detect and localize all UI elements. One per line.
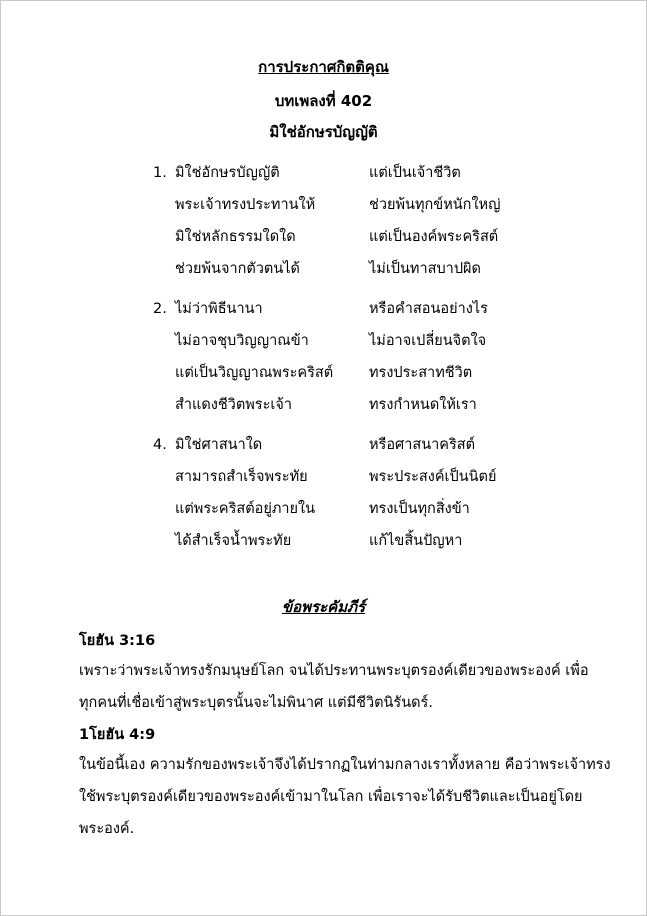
verse-line: เพราะว่าพระเจ้าทรงรักมนุษย์โลก จนได้ประทานพระบุตรองค์เดียวของพระองค์ เพื่อ xyxy=(79,663,589,679)
lyric-right: แก้ไขสิ้นปัญหา xyxy=(369,533,463,549)
verse-line: ในข้อนี้เอง ความรักของพระเจ้าจึงได้ปรากฏในท่ามกลางเราทั้งหลาย คือว่าพระเจ้าทรง xyxy=(79,757,611,773)
stanza-line xyxy=(153,297,553,329)
verse-line: พระองค์. xyxy=(79,821,135,837)
lyric-right: ไม่อาจเปลี่ยนจิตใจ xyxy=(369,333,487,349)
stanza-number: 4. xyxy=(153,437,167,453)
stanza-line xyxy=(153,497,553,529)
lyric-right: ทรงกำหนดให้เรา xyxy=(369,397,477,413)
stanza-line xyxy=(153,161,553,193)
stanza-line xyxy=(153,529,553,561)
stanza-line xyxy=(153,433,553,465)
lyric-right: หรือศาสนาคริสต์ xyxy=(369,437,476,453)
lyric-left: แต่เป็นวิญญาณพระคริสต์ xyxy=(175,365,334,381)
lyric-left: มิใช่หลักธรรมใดใด xyxy=(175,229,296,245)
scripture-heading: ข้อพระคัมภีร์ xyxy=(281,598,366,616)
verse-reference: โยฮัน 3:16 xyxy=(79,633,156,649)
stanza-line xyxy=(153,225,553,257)
stanza-line xyxy=(153,361,553,393)
lyric-right: ช่วยพ้นทุกข์หนักใหญ่ xyxy=(369,197,501,213)
stanza-line xyxy=(153,257,553,289)
stanza-2 xyxy=(153,297,553,425)
lyric-right: หรือคำสอนอย่างไร xyxy=(369,301,488,317)
stanza-line xyxy=(153,329,553,361)
stanza-line xyxy=(153,393,553,425)
verse-line: ใช้พระบุตรองค์เดียวของพระองค์เข้ามาในโลก เพื่อเราจะได้รับชีวิตและเป็นอยู่โดย xyxy=(79,789,583,805)
verse-reference: 1โยฮัน 4:9 xyxy=(79,727,156,743)
lyric-left: แต่พระคริสต์อยู่ภายใน xyxy=(175,501,316,517)
lyric-left: ช่วยพ้นจากตัวตนได้ xyxy=(175,261,300,277)
page-title: การประกาศกิตติคุณ xyxy=(258,58,389,76)
stanza-line xyxy=(153,193,553,225)
stanza-line xyxy=(153,465,553,497)
verse-line: ทุกคนที่เชื่อเข้าสู่พระบุตรนั้นจะไม่พินาศ แต่มีชีวิตนิรันดร์. xyxy=(79,695,433,711)
lyric-left: ไม่ว่าพิธีนานา xyxy=(175,301,263,317)
verse-text xyxy=(79,749,611,845)
lyric-left: ไม่อาจชุบวิญญาณข้า xyxy=(175,333,309,349)
stanza-1 xyxy=(153,161,553,289)
lyric-left: ได้สำเร็จน้ำพระทัย xyxy=(175,533,292,549)
lyric-left: สำแดงชีวิตพระเจ้า xyxy=(175,397,292,413)
lyric-right: ทรงประสาทชีวิต xyxy=(369,365,473,381)
lyric-right: ทรงเป็นทุกสิ่งข้า xyxy=(369,501,470,517)
stanza-4 xyxy=(153,433,553,561)
song-number: บทเพลงที่ 402 xyxy=(274,92,373,110)
verse-text xyxy=(79,655,589,719)
lyric-right: แต่เป็นองค์พระคริสต์ xyxy=(369,229,499,245)
lyric-left: พระเจ้าทรงประทานให้ xyxy=(175,197,316,213)
stanza-number: 2. xyxy=(153,301,167,317)
lyric-left: มิใช่อักษรบัญญัติ xyxy=(175,165,280,181)
stanza-number: 1. xyxy=(153,165,167,181)
lyric-right: พระประสงค์เป็นนิตย์ xyxy=(369,469,497,485)
lyric-right: แต่เป็นเจ้าชีวิต xyxy=(369,165,461,181)
song-title: มิใช่อักษรบัญญัติ xyxy=(269,123,378,141)
lyric-right: ไม่เป็นทาสบาปผิด xyxy=(369,261,481,277)
lyric-left: มิใช่ศาสนาใด xyxy=(175,437,263,453)
lyric-left: สามารถสำเร็จพระทัย xyxy=(175,469,308,485)
